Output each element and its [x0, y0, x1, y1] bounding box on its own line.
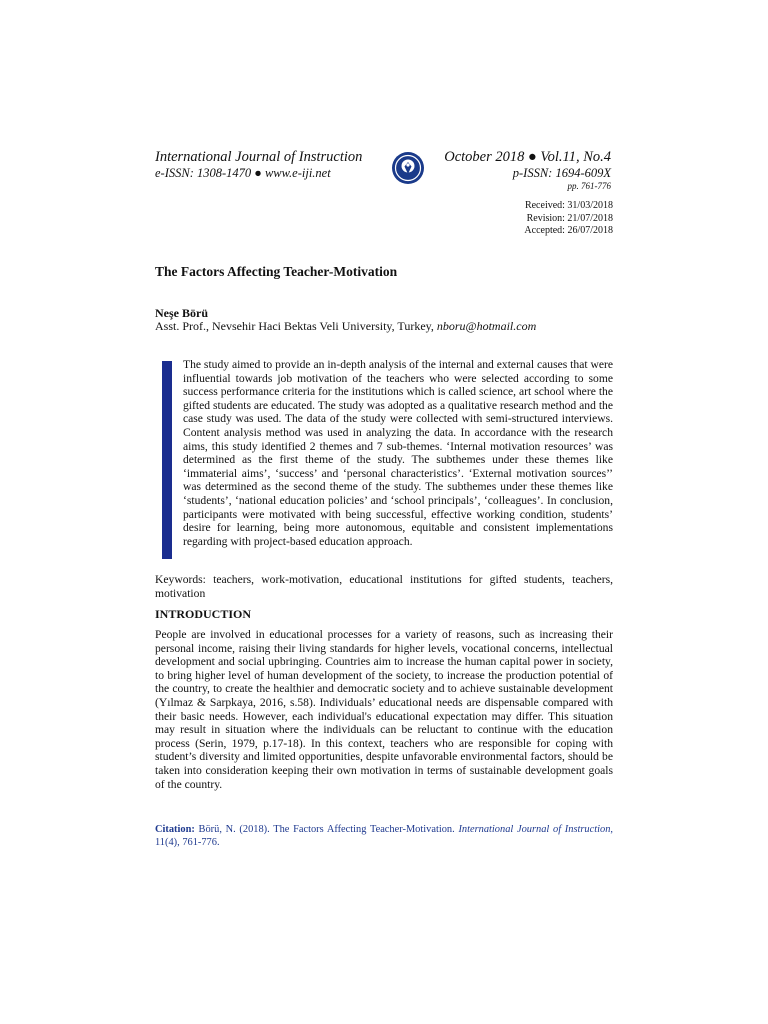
- author-name: Neşe Börü: [155, 306, 208, 320]
- citation-block: [155, 823, 613, 850]
- affiliation-text: Asst. Prof., Nevsehir Haci Bektas Veli University, Turkey,: [155, 319, 434, 333]
- pissn: p-ISSN: 1694-609X: [512, 166, 611, 180]
- citation-label: Citation:: [155, 824, 195, 835]
- eissn-website: e-ISSN: 1308-1470 ● www.e-iji.net: [155, 166, 331, 180]
- received-date: Received: 31/03/2018: [524, 200, 613, 211]
- accepted-date: Accepted: 26/07/2018: [524, 225, 613, 236]
- revision-date: Revision: 21/07/2018: [526, 212, 613, 224]
- keywords: Keywords: teachers, work-motivation, educational institutions for gifted students, teachers, motivation: [155, 573, 613, 600]
- article-title: The Factors Affecting Teacher-Motivation: [155, 264, 398, 279]
- author-affiliation: [155, 319, 536, 334]
- page-range: pp. 761-776: [567, 181, 611, 191]
- section-heading-introduction: INTRODUCTION: [155, 607, 252, 621]
- citation-text: Börü, N. (2018). The Factors Affecting Teacher-Motivation.: [194, 824, 459, 835]
- journal-seal-logo-icon: [391, 151, 425, 185]
- abstract-accent-bar: [162, 361, 172, 559]
- abstract-text: The study aimed to provide an in-depth analysis of the internal and external causes that were influential towards job motivation of the teachers who were selected according to some success performance criteria for the institutions which is called science, art school where the gifted students are educated. The study was adopted as a qualitative research method and the case study was used. The data of the study were collected with semi-structured interviews. Content analysis method was used in analyzing the data. In accordance with the research aims, this study identified 2 themes and 7 sub-themes. ‘Internal motivation resources’ was determined as the first theme of the study. The subthemes under these themes like ‘immaterial aims’, ‘success’ and ‘personal characteristics’. ‘External motivation sources’’ was determined as the second theme of the study. The subthemes under these themes like ‘students’, ‘national education policies’ and ‘school principals’, ‘colleagues’. In conclusion, participants were motivated with being successful, effective working condition, students’ desire for learning, being more autonomous, equitable and consistent implementations regarding with project-based education approach.: [183, 358, 613, 548]
- introduction-text: People are involved in educational processes for a variety of reasons, such as increasing their personal income, raising their living standards for higher levels, vocational concerns, intellectual development and social upbringing. Countries aim to increase the human capital power in society, to bring higher level of human development of the society, to increase the production potential of the country, to create the healthier and democratic society and to achieve sustainable development (Yılmaz & Sarpkaya, 2016, s.58). Individuals’ educational needs are dispensable compared with their basic needs. However, each individual's educational expectation may differ. This situation may result in situation where the individuals can be reluctant to continue with the education process (Serin, 1979, p.17-18). In this context, teachers who are responsible for coping with student’s diversity and limited opportunities, despite unfavorable environmental factors, should be taken into consideration keeping their own motivation in terms of sustainable development goals of the country.: [155, 628, 613, 791]
- citation-tail: , 11(4), 761-776.: [155, 824, 614, 849]
- author-email: nboru@hotmail.com: [436, 319, 537, 333]
- journal-title: International Journal of Instruction: [155, 149, 363, 165]
- citation-journal: International Journal of Instruction: [458, 824, 611, 835]
- issue-info: October 2018 ● Vol.11, No.4: [444, 149, 611, 165]
- submission-dates: [524, 200, 613, 238]
